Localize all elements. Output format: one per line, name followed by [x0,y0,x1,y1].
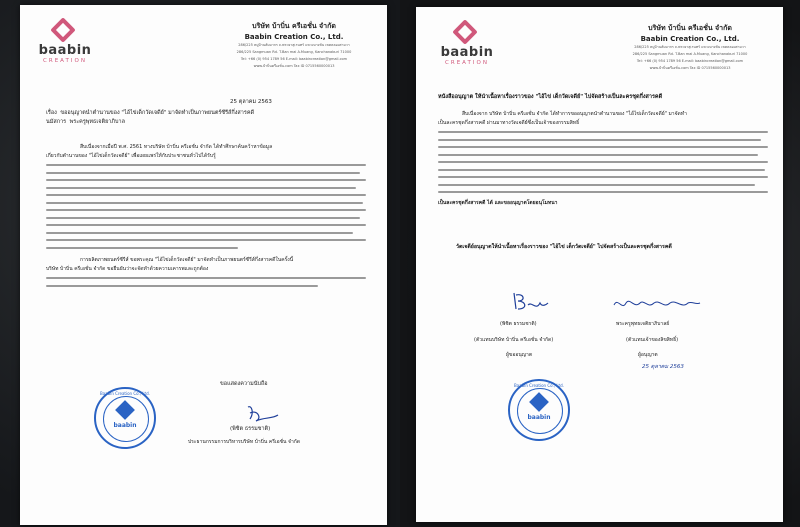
grantor-name: พระครูพุทธเจติยาภิบาลย์ [616,321,670,327]
requester-role: ผู้ขออนุญาต [506,352,533,358]
grantor-handwritten-date: 25 ตุลาคม 2563 [642,364,684,370]
grantor-representative: (ตัวแทนเจ้าของลิขสิทธิ์) [626,337,679,343]
permission-paragraph-first-line: สืบเนื่องจาก บริษัท บ้าบิ่น ครีเอชั่น จำกัด ได้ทำการขออนุญาตนำตำนานของ "ไอ้ไข่เด็กวัดเจดีย์" มาจัดทำ [462,111,687,117]
stamp-arc-text: Baabin Creation Co., Ltd. [100,391,150,396]
recipient-text: พระครูพุทธเจติยาภิบาล [69,119,125,125]
resolution-statement: วัดเจดีย์อนุญาตให้นำเนื้อหาเรื่องราวของ "ไอ้ไข่ เด็กวัดเจดีย์" ไปจัดสร้างเป็นละครชุดกึ่งสารคดี [456,244,672,250]
signature-grantor [612,295,702,313]
stamp-name: baabin [527,414,551,421]
signer-name: (พิชิต ธรรมชาติ) [230,426,271,432]
paragraph-2-second-line: บริษัท บ้าบิ่น ครีเอชั่น จำกัด ขอยืนยันว่าจะจัดทำด้วยความเคารพและถูกต้อง [46,266,209,272]
subject-line [46,109,366,117]
grantor-role: ผู้อนุญาต [638,352,658,358]
signature-requester [506,289,550,315]
stamp-name: baabin [113,422,137,429]
stamp-arc-text: Baabin Creation Co., Ltd. [514,383,564,388]
logo-subword: CREATION [43,58,87,64]
signature-left-page [242,403,282,425]
company-website: www.บ้าบิ่นครีเอชั่น.com Tax ID 0715560000013 [253,64,335,68]
company-address-en: 286/225 Sangmuan Rd. T.Ban mai A.Muang, Kanchanaburi 71000 [236,50,352,54]
company-contact: Tel: +66 (0) 954 1789 56 E-mail: baabincreation@gmail.com [636,59,744,63]
recipient-label: นมัสการ [46,119,67,125]
company-logo [34,21,96,69]
company-name-en: Baabin Creation Co., Ltd. [244,33,344,41]
permission-paragraph-second-line: เป็นละครชุดกึ่งสารคดี ผ่านมาทางวัดเจดีย์ซึ่งเป็นเจ้าของกรรมสิทธิ์ [438,120,580,126]
permission-title: หนังสืออนุญาต ให้นำเนื้อหาเรื่องราวของ "ไอ้ไข่ เด็กวัดเจดีย์" ไปจัดสร้างเป็นละครชุดกึ่งสารคดี [438,94,663,100]
requester-representative: (ตัวแทนบริษัท บ้าบิ่น ครีเอชั่น จำกัด) [474,337,554,343]
company-name-en: Baabin Creation Co., Ltd. [640,35,740,43]
company-header [219,21,369,69]
recipient-line [46,118,125,126]
company-name-th: บริษัท บ้าบิ่น ครีเอชั่น จำกัด [252,22,336,30]
paragraph-1-first-line: สืบเนื่องจากเมื่อปี พ.ศ. 2561 ทางบริษัท บ้าบิ่น ครีเอชั่น จำกัด ได้ทำศึกษาค้นคว้าหาข้อมูล [80,144,273,150]
company-header-right [615,23,765,71]
paragraph-2-first-line: การผลิตภาพยนตร์ซีรีส์ ขอพระคุณ "ไอ้ไข่เด็กวัดเจดีย์" มาจัดทำเป็นภาพยนตร์ซีรีส์กึ่งสารคดีในครั้งนี้ [80,257,294,263]
paragraph-1-second-line: เกี่ยวกับตำนานของ "ไอ้ไข่เด็กวัดเจดีย์" เพื่อเผยแพร่ให้กับประชาชนทั่วไปได้รับรู้ [46,153,216,159]
request-letter-page [20,5,387,525]
logo-diamond-icon [50,17,75,42]
company-address-th: 286/225 หมู่บ้านสัมมากร ถ.พระยาสุเรนทร์ แขวงบางชัน เขตคลองสามวา [238,43,350,47]
signer-title: ประธานกรรมการบริหารบริษัท บ้าบิ่น ครีเอชั่น จำกัด [188,439,301,445]
company-stamp-left [94,387,156,449]
company-address-en: 286/225 Sangmuan Rd. T.Ban mai A.Muang, Kanchanaburi 71000 [632,52,748,56]
requester-name: (พิชิต ธรรมชาติ) [500,321,537,327]
logo-word: baabin [38,43,92,58]
company-stamp-right [508,379,570,441]
company-contact: Tel: +66 (0) 954 1789 56 E-mail: baabincreation@gmail.com [240,57,348,61]
company-name-th: บริษัท บ้าบิ่น ครีเอชั่น จำกัด [648,24,732,32]
subject-text: ขออนุญาตนำตำนานของ "ไอ้ไข่เด็กวัดเจดีย์" มาจัดทำเป็นภาพยนตร์ซีรีส์กึ่งสารคดี [60,110,255,116]
permission-letter-page [416,7,783,522]
permission-paragraph-body [438,131,768,199]
logo-subword: CREATION [445,60,489,66]
logo-diamond-icon [452,19,477,44]
company-logo-right [436,23,498,71]
paragraph-1-body [46,164,366,254]
company-address-th: 286/225 หมู่บ้านสัมมากร ถ.พระยาสุเรนทร์ แขวงบางชัน เขตคลองสามวา [634,45,746,49]
company-website: www.บ้าบิ่นครีเอชั่น.com Tax ID 0715560000013 [649,66,731,70]
subject-label: เรื่อง [46,110,57,116]
permission-paragraph-end: เป็นละครชุดกึ่งสารคดี ได้ และขออนุญาตโดยอนุโมทนา [438,200,558,206]
logo-word: baabin [440,45,494,60]
closing-text: ขอแสดงความนับถือ [220,381,268,387]
paragraph-2-body [46,277,366,292]
letter-date: 25 ตุลาคม 2563 [230,99,272,105]
